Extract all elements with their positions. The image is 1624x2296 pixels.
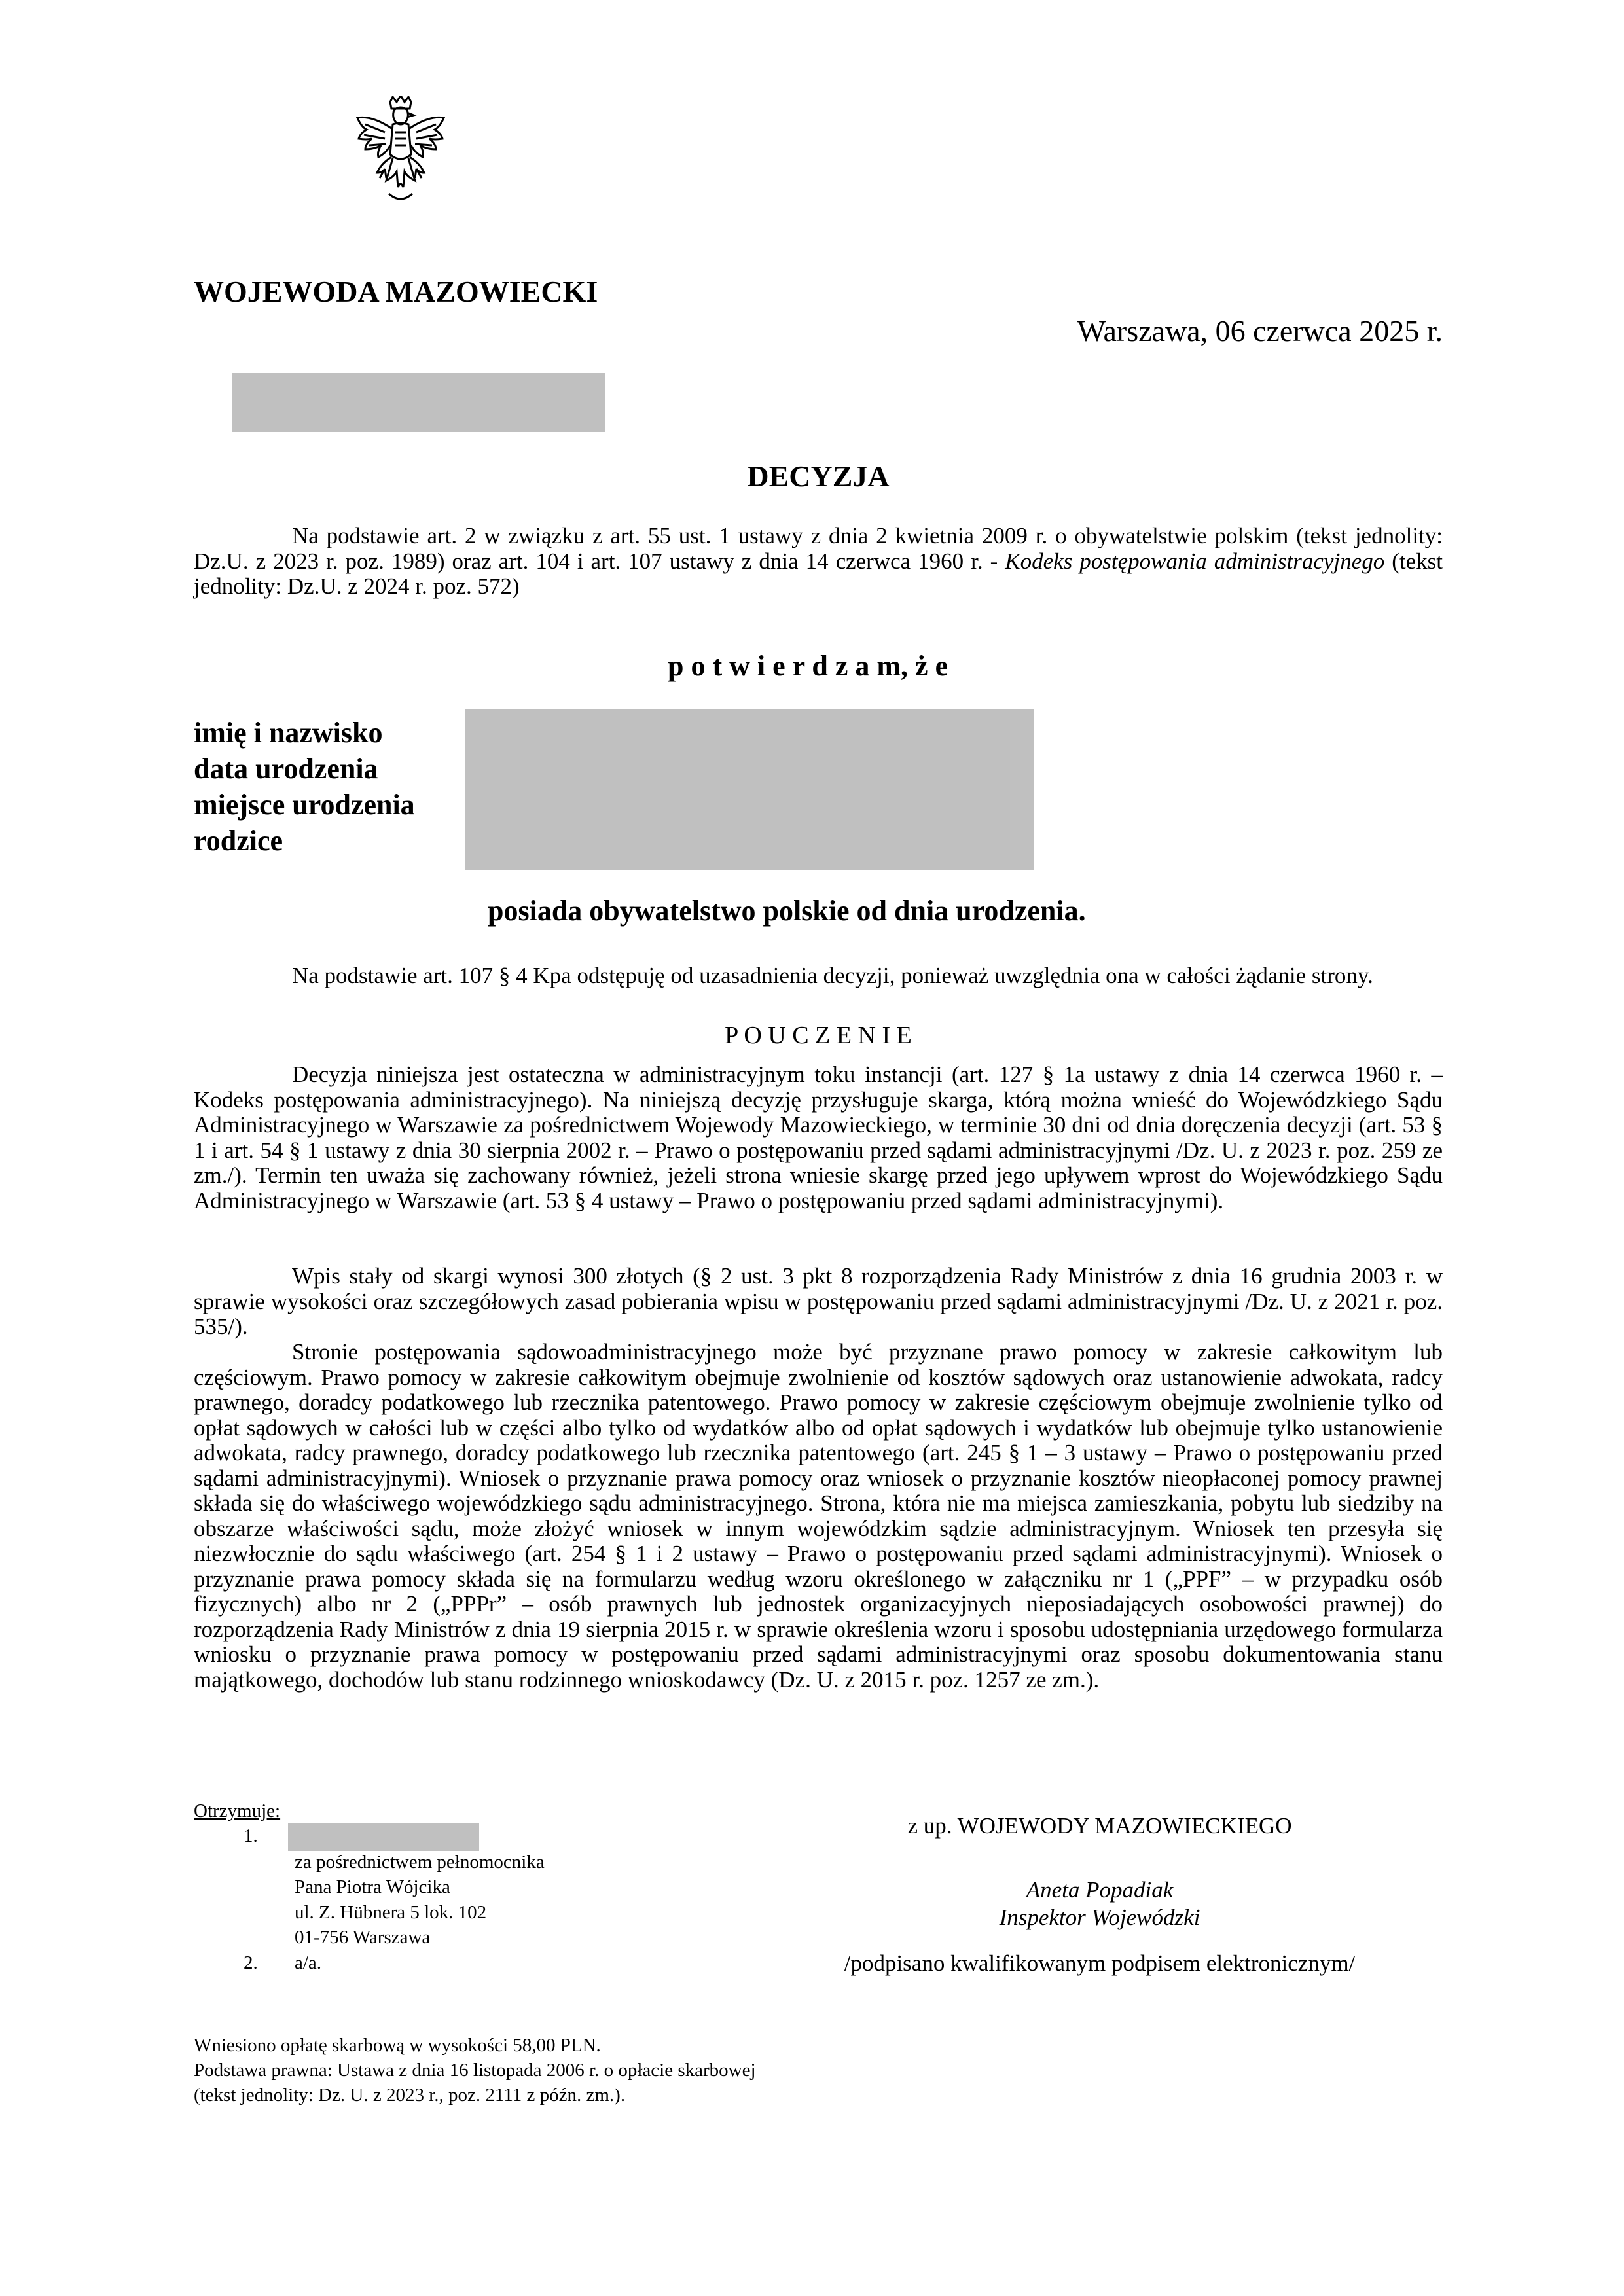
recipient-1-line-1: za pośrednictwem pełnomocnika bbox=[295, 1852, 545, 1873]
justification-waiver: Na podstawie art. 107 § 4 Kpa odstępuję od uzasadnienia decyzji, ponieważ uwzględnia ona w całości żądanie strony. bbox=[292, 963, 1373, 988]
issuing-authority: WOJEWODA MAZOWIECKI bbox=[194, 275, 598, 308]
recipient-1-number: 1. bbox=[244, 1825, 258, 1846]
recipient-1-line-3: ul. Z. Hübnera 5 lok. 102 bbox=[295, 1902, 487, 1923]
legal-basis-code-name: Kodeks postępowania administracyjnego bbox=[1005, 548, 1385, 574]
decision-title: DECYZJA bbox=[747, 459, 890, 493]
signatory-position: Inspektor Wojewódzki bbox=[999, 1905, 1200, 1930]
field-name: imię i nazwisko bbox=[194, 717, 383, 749]
fee-line-3: (tekst jednolity: Dz. U. z 2023 r., poz. 2111 z późn. zm.). bbox=[194, 2085, 626, 2106]
field-birth-place: miejsce urodzenia bbox=[194, 789, 415, 821]
polish-eagle-emblem-icon bbox=[352, 96, 449, 210]
legal-basis: Na podstawie art. 2 w związku z art. 55 ust. 1 ustawy z dnia 2 kwietnia 2009 r. o obywatelstwie polskim (tekst jednolity: Dz.U. z 2023 r. poz. 1989) oraz art. 104 i art. 107 ustawy z dnia 14 czerwca 1960 r. - Kodeks postępowania administracyjnego (tekst jednolity: Dz.U. z 2024 r. poz. 572) bbox=[194, 523, 1443, 599]
confirm-statement: p o t w i e r d z a m, ż e bbox=[668, 650, 948, 682]
redacted-recipient-name bbox=[288, 1823, 479, 1851]
recipient-1-line-4: 01-756 Warszawa bbox=[295, 1927, 431, 1948]
redacted-case-number bbox=[232, 373, 605, 432]
signatory-name: Aneta Popadiak bbox=[1026, 1877, 1174, 1903]
fee-line-2: Podstawa prawna: Ustawa z dnia 16 listopada 2006 r. o opłacie skarbowej bbox=[194, 2060, 756, 2081]
recipient-1-line-2: Pana Piotra Wójcika bbox=[295, 1876, 450, 1897]
recipient-2-text: a/a. bbox=[295, 1952, 322, 1973]
electronic-signature-note: /podpisano kwalifikowanym podpisem elektronicznym/ bbox=[844, 1950, 1356, 1976]
instruction-paragraph-1: Decyzja niniejsza jest ostateczna w administracyjnym toku instancji (art. 127 § 1a ustawy z dnia 14 czerwca 1960 r. – Kodeks postępowania administracyjnego). Na niniejszą decyzję przysługuje skarga, którą można wnieść do Wojewódzkiego Sądu Administracyjnego w Warszawie za pośrednictwem Wojewody Mazowieckiego, w terminie 30 dni od dnia doręczenia decyzji (art. 53 § 1 i art. 54 § 1 ustawy z dnia 30 sierpnia 2002 r. – Prawo o postępowaniu przed sądami administracyjnymi /Dz. U. z 2023 r. poz. 259 ze zm./). Termin ten uważa się zachowany również, jeżeli strona wniesie skargę przed jego upływem wprost do Wojewódzkiego Sądu Administracyjnego w Warszawie (art. 53 § 4 ustawy – Prawo o postępowaniu przed sądami administracyjnymi). bbox=[194, 1062, 1443, 1213]
decision-conclusion: posiada obywatelstwo polskie od dnia urodzenia. bbox=[488, 895, 1086, 927]
redacted-personal-data bbox=[465, 709, 1034, 870]
instruction-paragraph-3: Stronie postępowania sądowoadministracyjnego może być przyznane prawo pomocy w zakresie całkowitym lub częściowym. Prawo pomocy w zakresie całkowitym obejmuje zwolnienie od kosztów sądowych oraz ustanowienie adwokata, radcy prawnego, doradcy podatkowego lub rzecznika patentowego. Prawo pomocy w zakresie częściowym obejmuje zwolnienie tylko od opłat sądowych w całości lub w części albo tylko od wydatków albo od opłat sądowych i wydatków lub obejmuje tylko ustanowienie adwokata, radcy prawnego, doradcy podatkowego lub rzecznika patentowego (art. 245 § 1 – 3 ustawy – Prawo o postępowaniu przed sądami administracyjnymi). Wniosek o przyznanie prawa pomocy oraz wniosek o przyznanie kosztów nieopłaconej pomocy prawnej składa się do właściwego wojewódzkiego sądu administracyjnego. Strona, która nie ma miejsca zamieszkania, pobytu lub siedziby na obszarze właściwości sądu, może złożyć wniosek w innym wojewódzkim sądzie administracyjnym. Wniosek ten przesyła się niezwłocznie do sądu właściwego (art. 254 § 1 i 2 ustawy – Prawo o postępowaniu przed sądami administracyjnymi). Wniosek o przyznanie prawa pomocy składa się na formularzu według wzoru określonego w załączniku nr 1 („PPF” – w przypadku osób fizycznych) albo nr 2 („PPPr” – osób prawnych lub jednostek organizacyjnych nieposiadających osobowości prawnej) do rozporządzenia Rady Ministrów z dnia 19 sierpnia 2015 r. w sprawie określenia wzoru i sposobu udostępniania urzędowego formularza wniosku o przyznanie prawa pomocy w postępowaniu przed sądami administracyjnymi oraz sposobu dokumentowania stanu majątkowego, dochodów lub stanu rodzinnego wnioskodawcy (Dz. U. z 2015 r. poz. 1257 ze zm.). bbox=[194, 1339, 1443, 1693]
instruction-title: P O U C Z E N I E bbox=[725, 1022, 912, 1049]
field-birth-date: data urodzenia bbox=[194, 753, 378, 785]
fee-line-1: Wniesiono opłatę skarbową w wysokości 58,00 PLN. bbox=[194, 2035, 601, 2056]
recipient-2-number: 2. bbox=[244, 1952, 258, 1973]
field-parents: rodzice bbox=[194, 825, 283, 857]
place-and-date: Warszawa, 06 czerwca 2025 r. bbox=[1077, 314, 1443, 348]
instruction-paragraph-2: Wpis stały od skargi wynosi 300 złotych (§ 2 ust. 3 pkt 8 rozporządzenia Rady Ministrów z dnia 16 grudnia 2003 r. w sprawie wysokości oraz szczegółowych zasad pobierania wpisu w postępowaniu przed sądami administracyjnymi /Dz. U. z 2021 r. poz. 535/). bbox=[194, 1263, 1443, 1339]
signature-on-behalf: z up. WOJEWODY MAZOWIECKIEGO bbox=[907, 1813, 1292, 1839]
recipients-heading: Otrzymuje: bbox=[194, 1801, 281, 1821]
